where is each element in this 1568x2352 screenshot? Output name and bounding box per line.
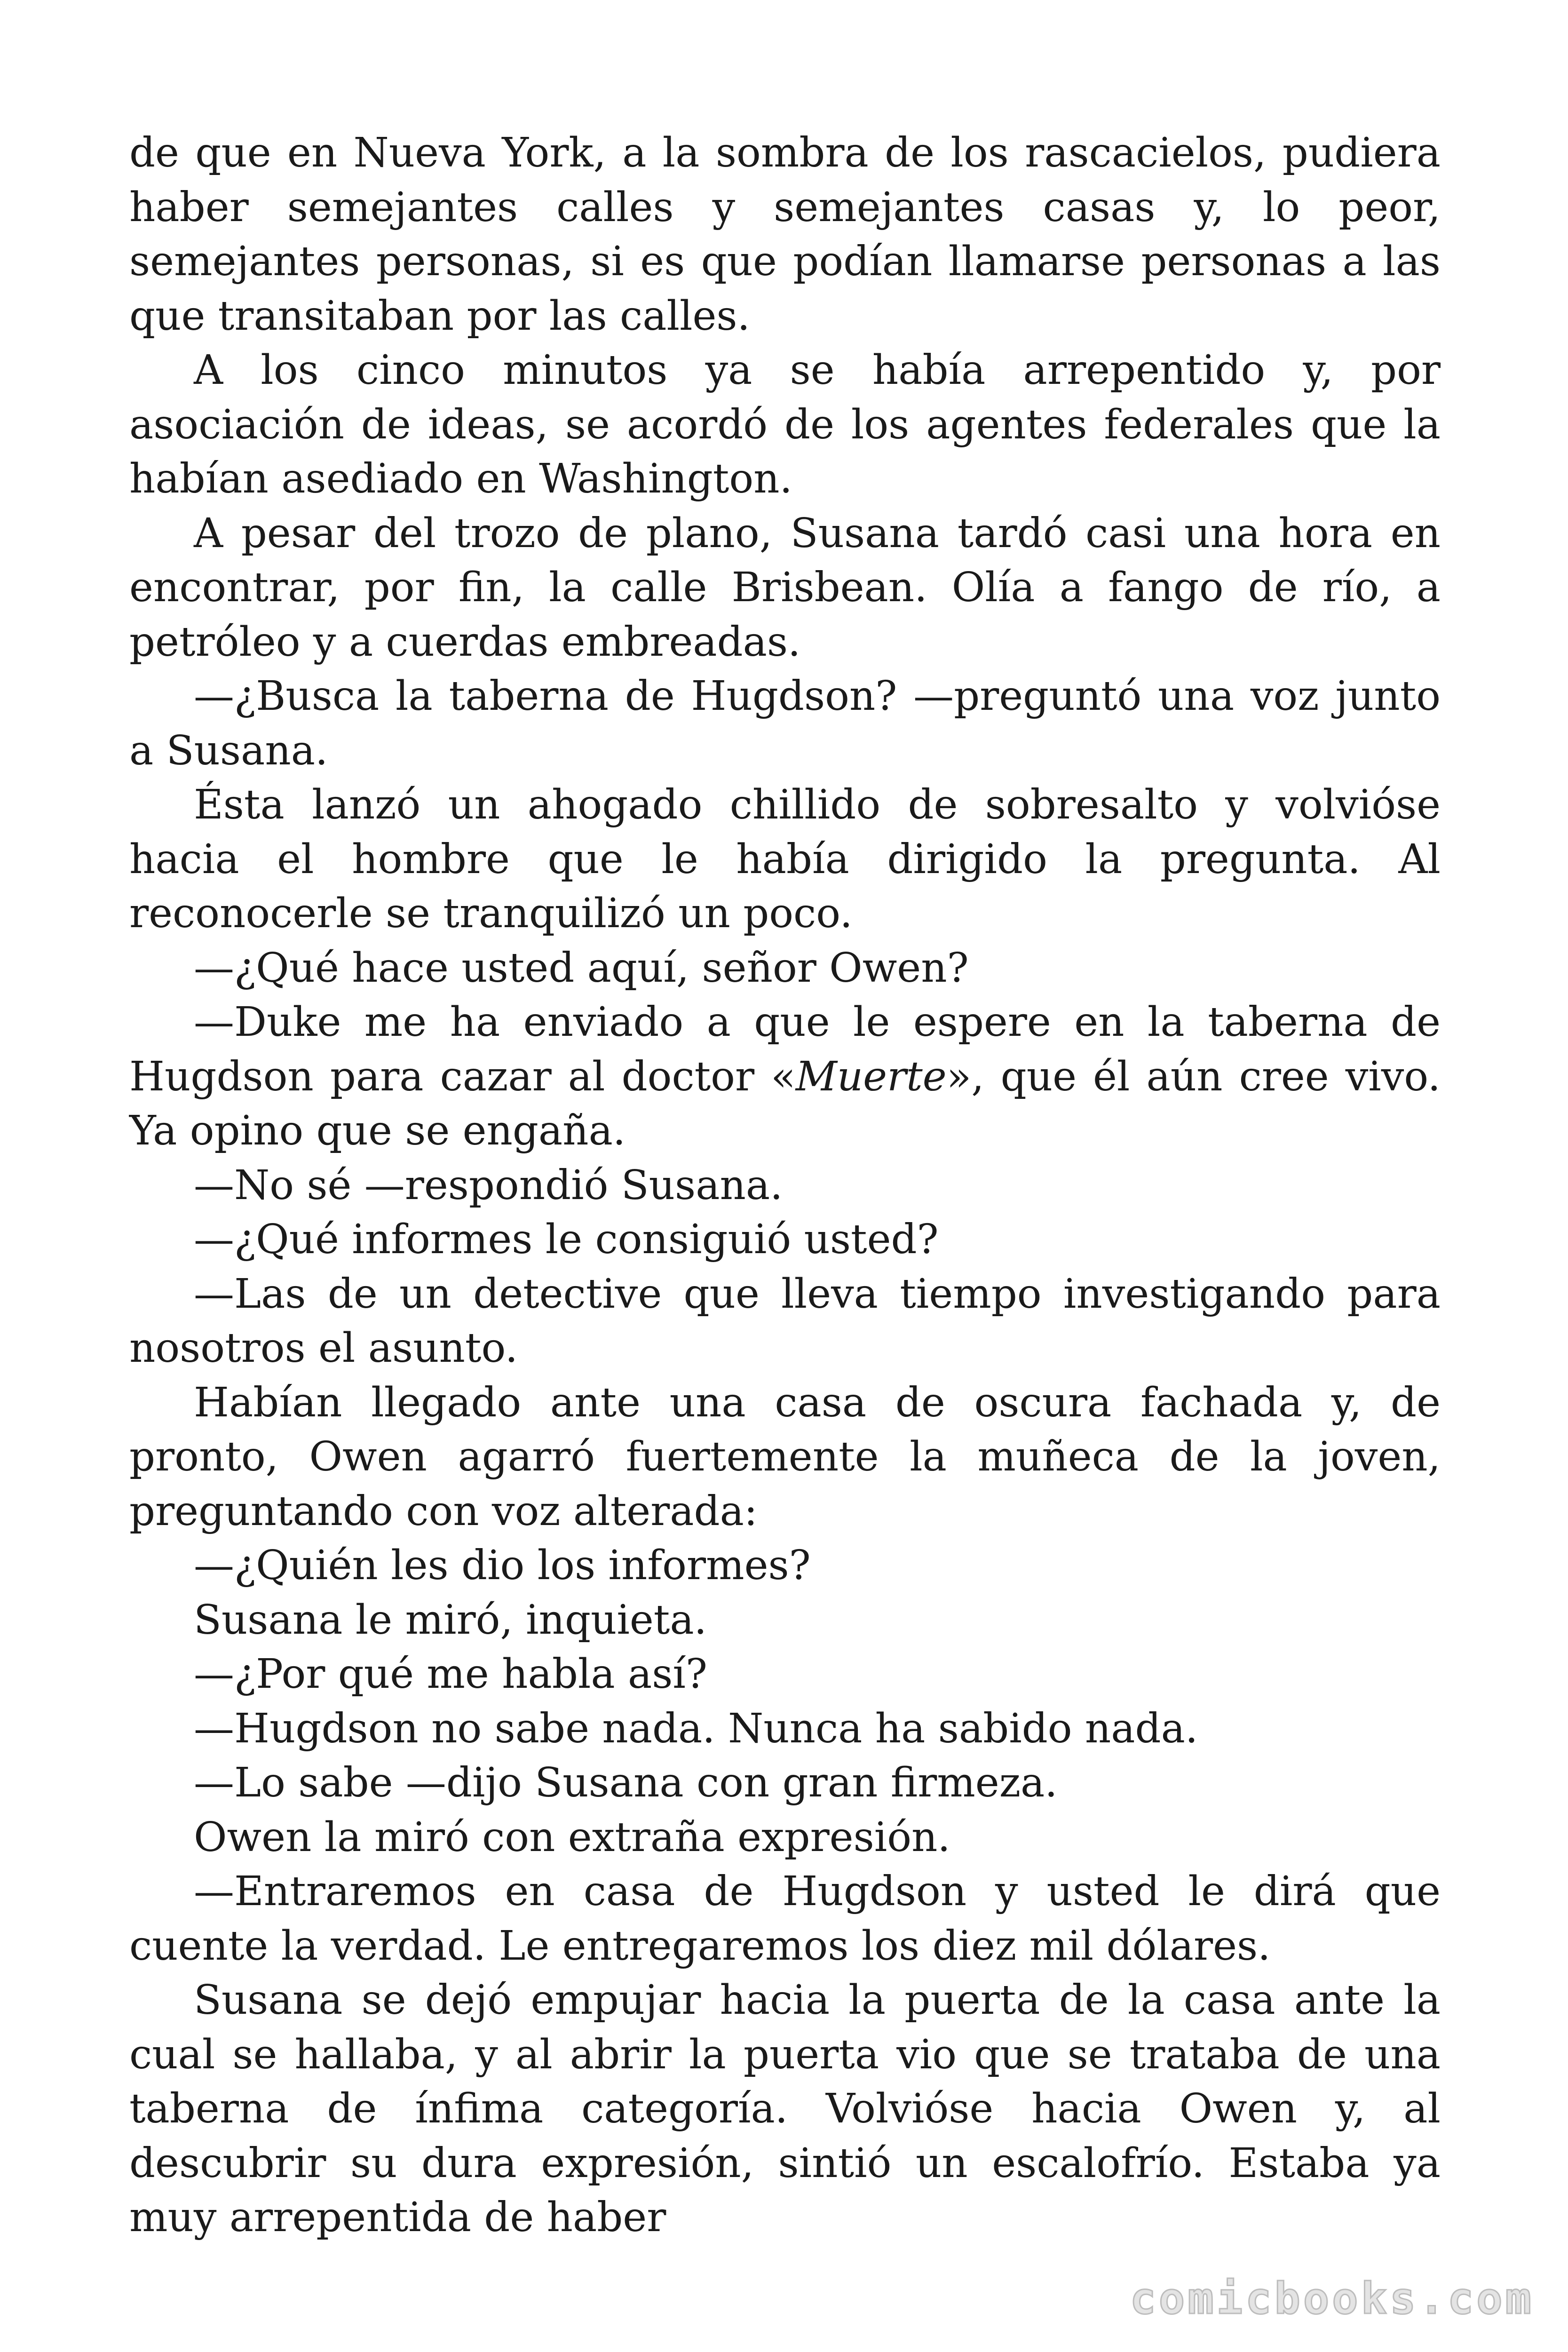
paragraph-7-after: », que él aún cree vivo. Ya opino que se engaña. xyxy=(129,1053,1441,1154)
paragraph-10: —Las de un detective que lleva tiempo investigando para nosotros el asunto. xyxy=(129,1270,1441,1372)
paragraph-1: de que en Nueva York, a la sombra de los rascacielos, pudiera haber semejantes calles y semejantes casas y, lo peor, semejantes personas, si es que podían llamarse personas a las que transitaban por las calles. xyxy=(129,129,1441,340)
paragraph-17: Owen la miró con extraña expresión. xyxy=(194,1813,950,1861)
paragraph-13: Susana le miró, inquieta. xyxy=(194,1596,707,1644)
paragraph-7 xyxy=(129,995,1441,1159)
paragraph-5: Ésta lanzó un ahogado chillido de sobresalto y volvióse hacia el hombre que le había dirigido la pregunta. Al reconocerle se tranquilizó un poco. xyxy=(129,781,1441,937)
paragraph-14: —¿Por qué me habla así? xyxy=(194,1651,708,1698)
paragraph-3: A pesar del trozo de plano, Susana tardó casi una hora en encontrar, por fin, la calle Brisbean. Olía a fango de río, a petróleo y a cuerdas embreadas. xyxy=(129,509,1441,666)
paragraph-18: —Entraremos en casa de Hugdson y usted le dirá que cuente la verdad. Le entregaremos los diez mil dólares. xyxy=(129,1868,1441,1970)
paragraph-7-italic: Muerte xyxy=(795,1053,947,1100)
watermark: comicbooks.com xyxy=(1130,2273,1534,2324)
paragraph-16: —Lo sabe —dijo Susana con gran firmeza. xyxy=(194,1759,1058,1806)
paragraph-7-before: —Duke me ha enviado a que le espere en la taberna de Hugdson para cazar al doctor « xyxy=(129,999,1441,1100)
paragraph-19: Susana se dejó empujar hacia la puerta de la casa ante la cual se hallaba, y al abrir la puerta vio que se trataba de una taberna de ínfima categoría. Volvióse hacia Owen y, al descubrir su dura expresión, sintió un escalofrío. Estaba ya muy arrepentida de haber xyxy=(129,1977,1441,2241)
paragraph-2: A los cinco minutos ya se había arrepentido y, por asociación de ideas, se acordó de los agentes federales que la habían asediado en Washington. xyxy=(129,347,1441,502)
paragraph-6: —¿Qué hace usted aquí, señor Owen? xyxy=(194,944,969,992)
paragraph-12: —¿Quién les dio los informes? xyxy=(194,1542,811,1589)
paragraph-15: —Hugdson no sabe nada. Nunca ha sabido nada. xyxy=(194,1705,1198,1752)
paragraph-11: Habían llegado ante una casa de oscura fachada y, de pronto, Owen agarró fuertemente la muñeca de la joven, preguntando con voz alterada: xyxy=(129,1379,1441,1535)
paragraph-8: —No sé —respondió Susana. xyxy=(194,1161,783,1209)
paragraph-9: —¿Qué informes le consiguió usted? xyxy=(194,1216,939,1263)
body-text xyxy=(129,126,1441,2245)
paragraph-4: —¿Busca la taberna de Hugdson? —preguntó una voz junto a Susana. xyxy=(129,673,1441,774)
